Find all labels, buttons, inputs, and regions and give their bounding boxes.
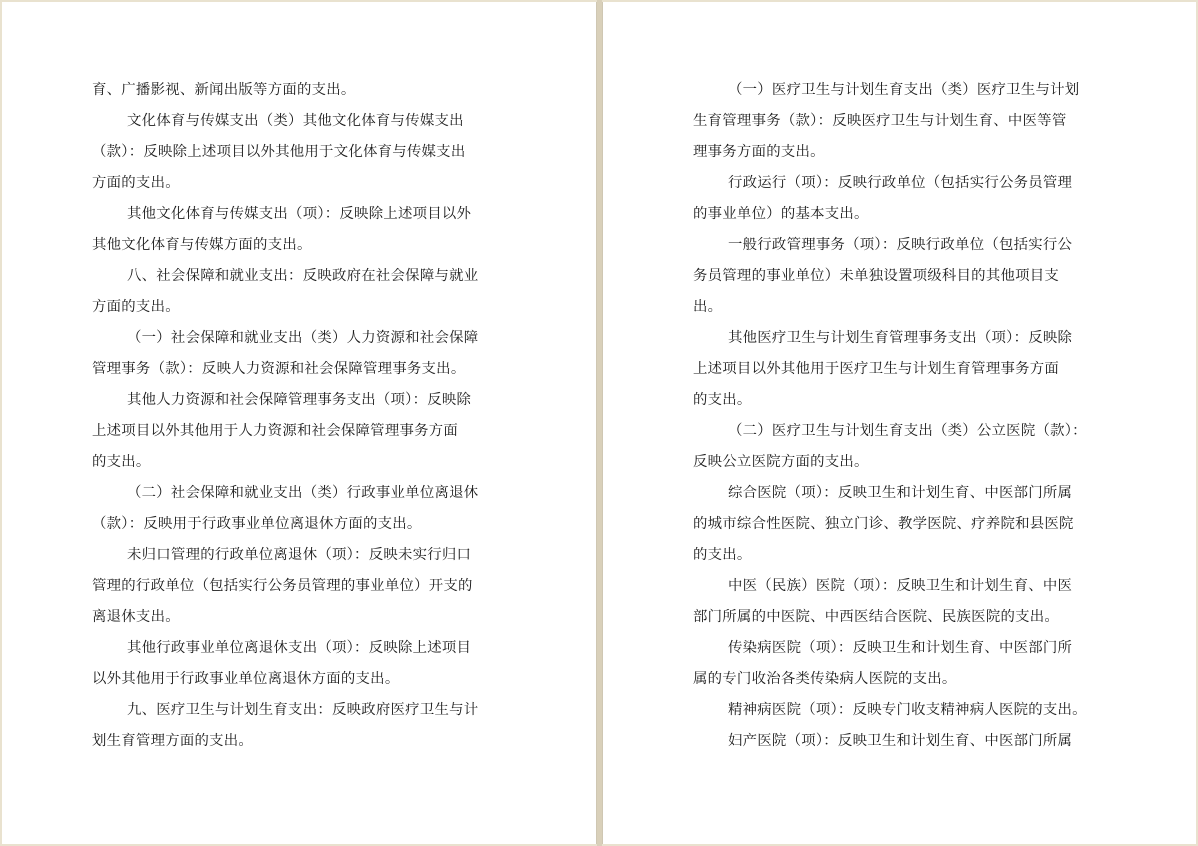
text-line: 方面的支出。 <box>92 175 180 191</box>
left-page <box>2 2 597 844</box>
text-line: 的支出。 <box>92 454 151 470</box>
text-line: 以外其他用于行政事业单位离退休方面的支出。 <box>92 671 400 687</box>
text-line: 其他医疗卫生与计划生育管理事务支出（项）：反映除 <box>728 330 1073 346</box>
text-line: 九、医疗卫生与计划生育支出：反映政府医疗卫生与计 <box>127 702 479 718</box>
text-line: 妇产医院（项）：反映卫生和计划生育、中医部门所属 <box>728 733 1073 749</box>
text-line: 育、广播影视、新闻出版等方面的支出。 <box>92 82 356 98</box>
text-line: 其他文化体育与传媒支出（项）：反映除上述项目以外 <box>127 206 472 222</box>
text-line: 划生育管理方面的支出。 <box>92 733 254 749</box>
text-line: 方面的支出。 <box>92 299 180 315</box>
text-line: 的支出。 <box>693 392 752 408</box>
text-line: 的城市综合性医院、独立门诊、教学医院、疗养院和县医院 <box>693 516 1074 532</box>
text-line: （二）社会保障和就业支出（类）行政事业单位离退休 <box>127 485 479 501</box>
text-line: 行政运行（项）：反映行政单位（包括实行公务员管理 <box>728 175 1073 191</box>
text-line: （款）：反映用于行政事业单位离退休方面的支出。 <box>92 516 422 532</box>
text-line: 其他行政事业单位离退休支出（项）：反映除上述项目 <box>127 640 472 656</box>
text-line: 其他文化体育与传媒方面的支出。 <box>92 237 312 253</box>
text-line: 管理的行政单位（包括实行公务员管理的事业单位）开支的 <box>92 578 473 594</box>
text-line: （一）社会保障和就业支出（类）人力资源和社会保障 <box>127 330 479 346</box>
text-line: 部门所属的中医院、中西医结合医院、民族医院的支出。 <box>693 609 1060 625</box>
text-line: 未归口管理的行政单位离退休（项）：反映未实行归口 <box>127 547 472 563</box>
text-line: 传染病医院（项）：反映卫生和计划生育、中医部门所 <box>728 640 1073 656</box>
text-line: （二）医疗卫生与计划生育支出（类）公立医院（款）： <box>728 423 1087 439</box>
right-page <box>602 2 1196 844</box>
text-line: 上述项目以外其他用于医疗卫生与计划生育管理事务方面 <box>693 361 1060 377</box>
right-page-text <box>693 75 1105 757</box>
text-line: 理事务方面的支出。 <box>693 144 825 160</box>
text-line: 精神病医院（项）：反映专门收支精神病人医院的支出。 <box>728 702 1087 718</box>
text-line: 管理事务（款）：反映人力资源和社会保障管理事务支出。 <box>92 361 466 377</box>
text-line: 一般行政管理事务（项）：反映行政单位（包括实行公 <box>728 237 1073 253</box>
text-line: 属的专门收治各类传染病人医院的支出。 <box>693 671 957 687</box>
text-line: 务员管理的事业单位）未单独设置项级科目的其他项目支 <box>693 268 1060 284</box>
text-line: 其他人力资源和社会保障管理事务支出（项）：反映除 <box>127 392 472 408</box>
text-line: 反映公立医院方面的支出。 <box>693 454 869 470</box>
text-line: 综合医院（项）：反映卫生和计划生育、中医部门所属 <box>728 485 1073 501</box>
text-line: 离退休支出。 <box>92 609 180 625</box>
text-line: 八、社会保障和就业支出：反映政府在社会保障与就业 <box>127 268 479 284</box>
text-line: （一）医疗卫生与计划生育支出（类）医疗卫生与计划 <box>728 82 1080 98</box>
text-line: 的事业单位）的基本支出。 <box>693 206 869 222</box>
text-line: 上述项目以外其他用于人力资源和社会保障管理事务方面 <box>92 423 459 439</box>
text-line: 文化体育与传媒支出（类）其他文化体育与传媒支出 <box>127 113 464 129</box>
text-line: （款）：反映除上述项目以外其他用于文化体育与传媒支出 <box>92 144 466 160</box>
left-page-text <box>92 75 504 757</box>
text-line: 出。 <box>693 299 723 315</box>
text-line: 中医（民族）医院（项）：反映卫生和计划生育、中医 <box>728 578 1073 594</box>
text-line: 生育管理事务（款）：反映医疗卫生与计划生育、中医等管 <box>693 113 1067 129</box>
text-line: 的支出。 <box>693 547 752 563</box>
